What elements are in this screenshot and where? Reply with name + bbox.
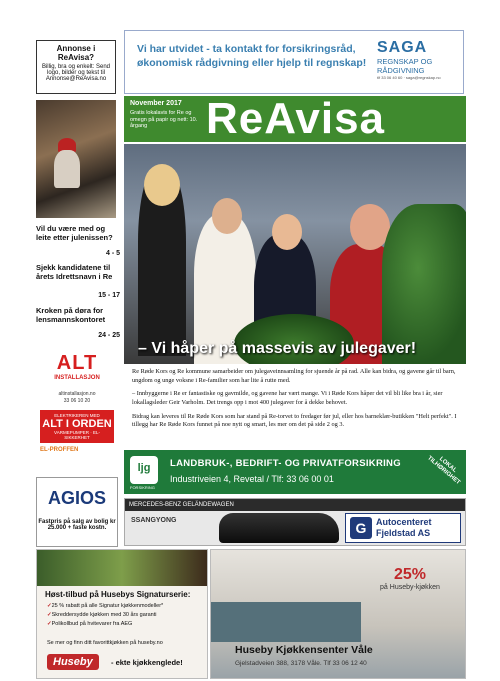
issue-date: November 2017 (130, 100, 182, 107)
person-2-head (212, 198, 242, 234)
huseby-store-address: Gjelstadveien 388, 3178 Våle. Tlf 33 06 12 40 (235, 660, 367, 667)
ljg-logo: ljg (130, 456, 158, 484)
teaser-3-text[interactable]: Kroken på døra for lensmannskontoret (36, 306, 106, 324)
person-3-head (272, 214, 302, 250)
discount-percent: 25% (393, 566, 427, 583)
alt-red2: ALT I ORDEN (42, 418, 112, 430)
huseby-store-name: Huseby Kjøkkensenter Våle (235, 644, 373, 656)
alt-sub: INSTALLASJON (54, 375, 100, 381)
autocenteret-ad[interactable] (124, 498, 466, 546)
agios-text: Fastpris på salg av bolig kr 25.000 + faste kostn. (38, 519, 116, 531)
autocenteret-logo (345, 513, 461, 543)
article-paragraph-2: – Innbyggerne i Re er fantastiske og gavmilde, og gavene har vært mange. Vi i Røde Kors håper det vil bli like bra i år, sier lokallagsleder Geir Varholm. Det trengs opp i mot 400 julegaver for å dekke behovet. (132, 390, 443, 407)
teaser-3-page: 24 - 25 (98, 332, 120, 339)
mercedes-header: MERCEDES-BENZ GELÄNDEWAGEN (125, 499, 465, 511)
saga-logo (377, 39, 457, 80)
list-item: ✓ 25 % rabatt på alle Signatur kjøkkenmodeller* (47, 602, 163, 611)
huseby-more-link[interactable]: Se mer og finn ditt favorittkjøkken på huseby.no (47, 640, 163, 646)
hero-photo (124, 144, 466, 364)
huseby-offer-heading: Høst-tilbud på Husebys Signaturserie: (45, 590, 191, 599)
teaser-2-page: 15 - 17 (98, 292, 120, 299)
list-item: ✓ Skreddersydde kjøkken med 30 års garanti (47, 611, 163, 620)
alt-logo: ALT (56, 352, 98, 374)
alt-installasjon-ad[interactable] (36, 348, 118, 476)
landbruk-address: Industriveien 4, Revetal / Tlf: 33 06 00 01 (170, 474, 334, 484)
landbruk-headline: LANDBRUK-, BEDRIFT- OG PRIVATFORSIKRING (170, 458, 401, 469)
car-image (219, 513, 339, 543)
santa-figure (54, 150, 80, 188)
discount-label: på Huseby-kjøkken (380, 584, 440, 591)
alt-redbox (40, 410, 114, 443)
huseby-slogan: - ekte kjøkkenglede! (111, 658, 183, 667)
fjeldstad-name: Fjeldstad AS (376, 528, 431, 538)
hero-caption: – Vi håper på massevis av julegaver! (138, 340, 417, 357)
saga-banner-ad[interactable] (124, 30, 464, 94)
alt-phone: 33 06 10 20 (63, 398, 91, 404)
annonse-title: Annonse i ReAvisa? (56, 44, 96, 62)
alt-red3: VARMEPUMPER · EL-SIKKERHET (54, 430, 100, 440)
lead-article (132, 368, 462, 435)
newspaper-title: ReAvisa (206, 94, 386, 143)
person-1-head (144, 164, 180, 206)
alt-red1: ELEKTRIKEREN MED (54, 413, 100, 418)
tagline: Gratis lokalavis for Re og omegn på papir og nett: 10. årgang (130, 110, 198, 130)
agios-logo: AGIOS (47, 488, 106, 508)
saga-name: SAGA (377, 39, 428, 56)
huseby-kitchen-ad[interactable] (210, 549, 466, 679)
lokal-badge: LOKAL TILHØRIGHET (426, 455, 462, 486)
elproffen-logo: EL-PROFFEN (40, 447, 79, 453)
huseby-logo: Huseby (47, 654, 99, 670)
ssangyong-logo: SSANGYONG (131, 517, 177, 524)
discount-badge (375, 566, 445, 591)
saga-subtitle: REGNSKAP OG RÅDGIVNING (377, 57, 433, 75)
teaser-photo (36, 100, 116, 218)
banner-message: Vi har utvidet - ta kontakt for forsikringsråd, økonomisk rådgivning eller hjelp til regnskap! (137, 43, 367, 69)
teaser-2-text[interactable]: Sjekk kandidatene til årets Idrettsnavn i Re (36, 263, 113, 281)
ljg-logo-sub: FORSIKRING (130, 485, 155, 490)
huseby-offer-list (47, 602, 163, 628)
article-paragraph-3: Bidrag kan leveres til Re Røde Kors som har stand på Re-torvet to fredager før jul, eller hos barneklær-butikken "Helt perfekt". I tillegg har Re Røde Kors funnet på noe nytt og smart, les mer om det på side 2 og 3. (132, 412, 457, 429)
landbruk-forsikring-ad[interactable] (124, 450, 466, 494)
saga-contact: tlf 33 06 40 60 · saga@regnskap.no (377, 75, 441, 80)
huseby-offer-ad[interactable] (36, 549, 208, 679)
teaser-1-page: 4 - 5 (105, 250, 120, 257)
annonse-body: Billig, bra og enkelt: Send logo, bilder og tekst til Annonse@ReAvisa.no (41, 64, 111, 82)
list-item: ✓ Polikollbud på hvitevarer fra AEG (47, 620, 163, 629)
autocenteret-name: Autocenteret (376, 517, 432, 527)
annonse-box (36, 40, 116, 94)
food-image (37, 550, 207, 586)
alt-web: altinstallasjon.no (58, 391, 96, 397)
teaser-1-text[interactable]: Vil du være med og leite etter julenissen? (36, 224, 113, 242)
article-paragraph-1: Re Røde Kors og Re kommune samarbeider om julegaveinnsamling for sjuende år på rad. Alle kan bidra, og gavene går til barn, ungdom og unge voksne i Re-familier som har lite å rutte med. (132, 368, 456, 384)
masthead (124, 96, 466, 142)
g-logo-icon: G (350, 517, 372, 539)
agios-ad[interactable] (36, 477, 118, 547)
kitchen-image (211, 602, 361, 642)
